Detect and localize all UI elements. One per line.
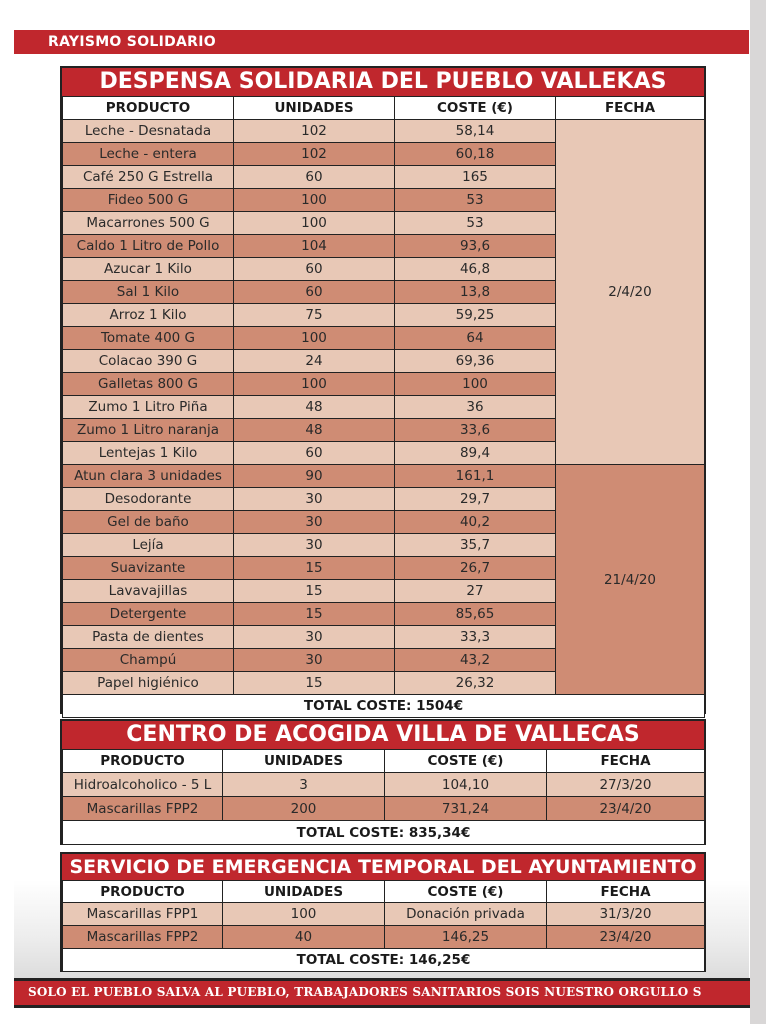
- servicio-title: SERVICIO DE EMERGENCIA TEMPORAL DEL AYUNTAMIENTO: [62, 854, 704, 880]
- cell-unidades: 30: [234, 534, 395, 557]
- footer-slogan: SOLO EL PUEBLO SALVA AL PUEBLO, TRABAJADORES SANITARIOS SOIS NUESTRO ORGULLO S: [28, 985, 702, 999]
- cell-coste: 33,3: [395, 626, 556, 649]
- cell-unidades: 48: [234, 396, 395, 419]
- cell-producto: Tomate 400 G: [63, 327, 234, 350]
- col-fecha: FECHA: [556, 97, 705, 120]
- centro-table: [60, 719, 706, 845]
- cell-producto: Lejía: [63, 534, 234, 557]
- cell-coste: 59,25: [395, 304, 556, 327]
- cell-unidades: 75: [234, 304, 395, 327]
- col-fecha: FECHA: [547, 881, 705, 903]
- cell-unidades: 102: [234, 120, 395, 143]
- cell-coste: 93,6: [395, 235, 556, 258]
- cell-unidades: 100: [234, 189, 395, 212]
- cell-producto: Fideo 500 G: [63, 189, 234, 212]
- cell-producto: Mascarillas FPP1: [63, 903, 223, 926]
- cell-coste: 165: [395, 166, 556, 189]
- cell-coste: Donación privada: [385, 903, 547, 926]
- cell-coste: 64: [395, 327, 556, 350]
- cell-producto: Mascarillas FPP2: [63, 926, 223, 949]
- table-row: [63, 797, 705, 821]
- cell-unidades: 102: [234, 143, 395, 166]
- cell-producto: Caldo 1 Litro de Pollo: [63, 235, 234, 258]
- col-producto: PRODUCTO: [63, 750, 223, 773]
- cell-unidades: 15: [234, 603, 395, 626]
- cell-coste: 85,65: [395, 603, 556, 626]
- table-row: [63, 926, 705, 949]
- cell-coste: 161,1: [395, 465, 556, 488]
- cell-coste: 43,2: [395, 649, 556, 672]
- cell-unidades: 40: [223, 926, 385, 949]
- centro-total: TOTAL COSTE: 835,34€: [63, 821, 705, 845]
- table-row: [63, 465, 705, 488]
- footer-slogan-band: [14, 978, 750, 1008]
- cell-producto: Pasta de dientes: [63, 626, 234, 649]
- cell-unidades: 48: [234, 419, 395, 442]
- cell-coste: 100: [395, 373, 556, 396]
- cell-unidades: 100: [234, 327, 395, 350]
- cell-fecha: 23/4/20: [547, 797, 705, 821]
- cell-fecha: 31/3/20: [547, 903, 705, 926]
- cell-coste: 27: [395, 580, 556, 603]
- cell-coste: 36: [395, 396, 556, 419]
- col-coste: COSTE (€): [385, 881, 547, 903]
- cell-producto: Hidroalcoholico - 5 L: [63, 773, 223, 797]
- servicio-total: TOTAL COSTE: 146,25€: [63, 949, 705, 972]
- cell-coste: 731,24: [385, 797, 547, 821]
- cell-unidades: 60: [234, 258, 395, 281]
- cell-unidades: 24: [234, 350, 395, 373]
- cell-unidades: 30: [234, 511, 395, 534]
- cell-fecha: 21/4/20: [556, 465, 705, 695]
- cell-producto: Leche - entera: [63, 143, 234, 166]
- cell-unidades: 60: [234, 442, 395, 465]
- col-unidades: UNIDADES: [234, 97, 395, 120]
- side-strip: [750, 0, 766, 1024]
- cell-fecha: 23/4/20: [547, 926, 705, 949]
- col-coste: COSTE (€): [395, 97, 556, 120]
- cell-coste: 26,7: [395, 557, 556, 580]
- cell-unidades: 3: [223, 773, 385, 797]
- cell-unidades: 30: [234, 626, 395, 649]
- despensa-table: [60, 66, 706, 714]
- centro-header-row: [63, 750, 705, 773]
- cell-producto: Atun clara 3 unidades: [63, 465, 234, 488]
- col-coste: COSTE (€): [385, 750, 547, 773]
- cell-coste: 13,8: [395, 281, 556, 304]
- despensa-total: TOTAL COSTE: 1504€: [63, 695, 705, 718]
- cell-unidades: 15: [234, 557, 395, 580]
- cell-coste: 146,25: [385, 926, 547, 949]
- col-unidades: UNIDADES: [223, 881, 385, 903]
- cell-coste: 33,6: [395, 419, 556, 442]
- cell-unidades: 15: [234, 580, 395, 603]
- cell-coste: 69,36: [395, 350, 556, 373]
- col-fecha: FECHA: [547, 750, 705, 773]
- servicio-table: [60, 852, 706, 972]
- cell-fecha: 2/4/20: [556, 120, 705, 465]
- cell-coste: 89,4: [395, 442, 556, 465]
- cell-coste: 104,10: [385, 773, 547, 797]
- cell-producto: Macarrones 500 G: [63, 212, 234, 235]
- cell-producto: Gel de baño: [63, 511, 234, 534]
- cell-unidades: 100: [234, 212, 395, 235]
- cell-coste: 40,2: [395, 511, 556, 534]
- cell-producto: Azucar 1 Kilo: [63, 258, 234, 281]
- table-row: [63, 903, 705, 926]
- cell-coste: 46,8: [395, 258, 556, 281]
- cell-unidades: 104: [234, 235, 395, 258]
- table-row: [63, 120, 705, 143]
- cell-unidades: 100: [234, 373, 395, 396]
- cell-coste: 35,7: [395, 534, 556, 557]
- cell-coste: 60,18: [395, 143, 556, 166]
- col-unidades: UNIDADES: [223, 750, 385, 773]
- cell-coste: 53: [395, 212, 556, 235]
- cell-producto: Papel higiénico: [63, 672, 234, 695]
- cell-unidades: 60: [234, 281, 395, 304]
- cell-producto: Suavizante: [63, 557, 234, 580]
- col-producto: PRODUCTO: [63, 97, 234, 120]
- cell-producto: Zumo 1 Litro naranja: [63, 419, 234, 442]
- cell-producto: Champú: [63, 649, 234, 672]
- section-header-band: [14, 30, 749, 54]
- cell-coste: 58,14: [395, 120, 556, 143]
- cell-coste: 53: [395, 189, 556, 212]
- cell-fecha: 27/3/20: [547, 773, 705, 797]
- section-title: RAYISMO SOLIDARIO: [48, 34, 216, 50]
- cell-unidades: 100: [223, 903, 385, 926]
- servicio-header-row: [63, 881, 705, 903]
- cell-unidades: 15: [234, 672, 395, 695]
- despensa-title: DESPENSA SOLIDARIA DEL PUEBLO VALLEKAS: [62, 68, 704, 96]
- cell-producto: Arroz 1 Kilo: [63, 304, 234, 327]
- cell-producto: Leche - Desnatada: [63, 120, 234, 143]
- cell-producto: Desodorante: [63, 488, 234, 511]
- cell-producto: Sal 1 Kilo: [63, 281, 234, 304]
- cell-producto: Mascarillas FPP2: [63, 797, 223, 821]
- col-producto: PRODUCTO: [63, 881, 223, 903]
- table-row: [63, 773, 705, 797]
- centro-title: CENTRO DE ACOGIDA VILLA DE VALLECAS: [62, 721, 704, 749]
- cell-producto: Lentejas 1 Kilo: [63, 442, 234, 465]
- cell-unidades: 90: [234, 465, 395, 488]
- cell-producto: Café 250 G Estrella: [63, 166, 234, 189]
- cell-unidades: 60: [234, 166, 395, 189]
- cell-producto: Zumo 1 Litro Piña: [63, 396, 234, 419]
- cell-coste: 26,32: [395, 672, 556, 695]
- cell-producto: Galletas 800 G: [63, 373, 234, 396]
- cell-unidades: 200: [223, 797, 385, 821]
- cell-producto: Colacao 390 G: [63, 350, 234, 373]
- cell-unidades: 30: [234, 649, 395, 672]
- cell-producto: Detergente: [63, 603, 234, 626]
- despensa-header-row: [63, 97, 705, 120]
- cell-unidades: 30: [234, 488, 395, 511]
- cell-producto: Lavavajillas: [63, 580, 234, 603]
- cell-coste: 29,7: [395, 488, 556, 511]
